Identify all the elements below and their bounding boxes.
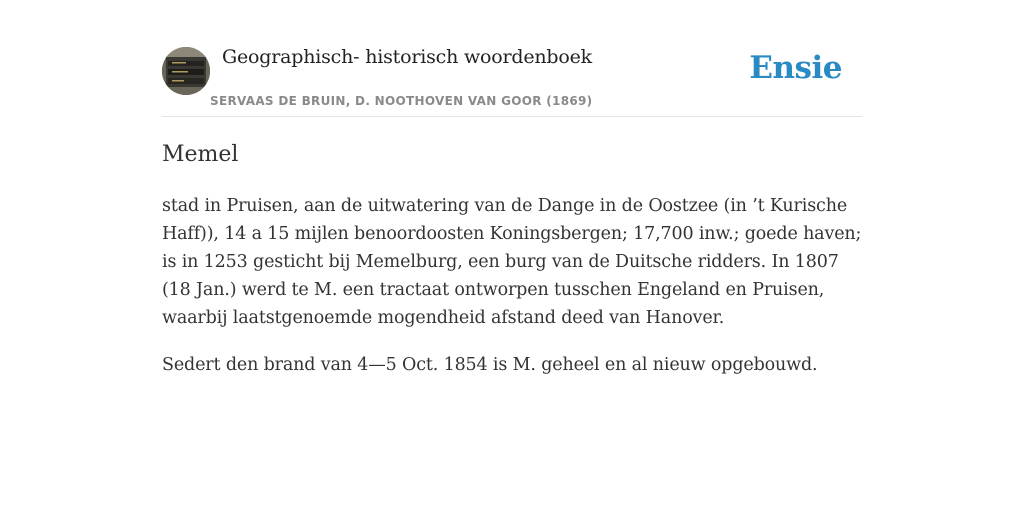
entry-body <box>162 192 862 379</box>
book-authors: SERVAAS DE BRUIN, D. NOOTHOVEN VAN GOOR (1869) <box>210 94 593 108</box>
entry-paragraph: Sedert den brand van 4—5 Oct. 1854 is M. geheel en al nieuw opgebouwd. <box>162 355 818 375</box>
entry-title: Memel <box>162 142 239 167</box>
entry-paragraph: stad in Pruisen, aan de uitwatering van de Dange in de Oostzee (in ’t Kurische Haff)), 14 a 15 mijlen benoordoosten Koningsbergen; 17,700 inw.; goede haven; is in 1253 gesticht bij Memelburg, een burg van de Duitsche ridders. In 1807 (18 Jan.) werd te M. een tractaat ontworpen tusschen Engeland en Pruisen, waarbij laatstgenoemde mogendheid afstand deed van Hanover. <box>162 196 862 328</box>
ensie-logo[interactable]: Ensie <box>749 50 842 86</box>
book-header <box>162 44 862 117</box>
book-title[interactable]: Geographisch- historisch woordenboek <box>222 46 592 68</box>
dictionary-entry <box>162 140 862 398</box>
book-cover-icon[interactable] <box>162 47 210 95</box>
